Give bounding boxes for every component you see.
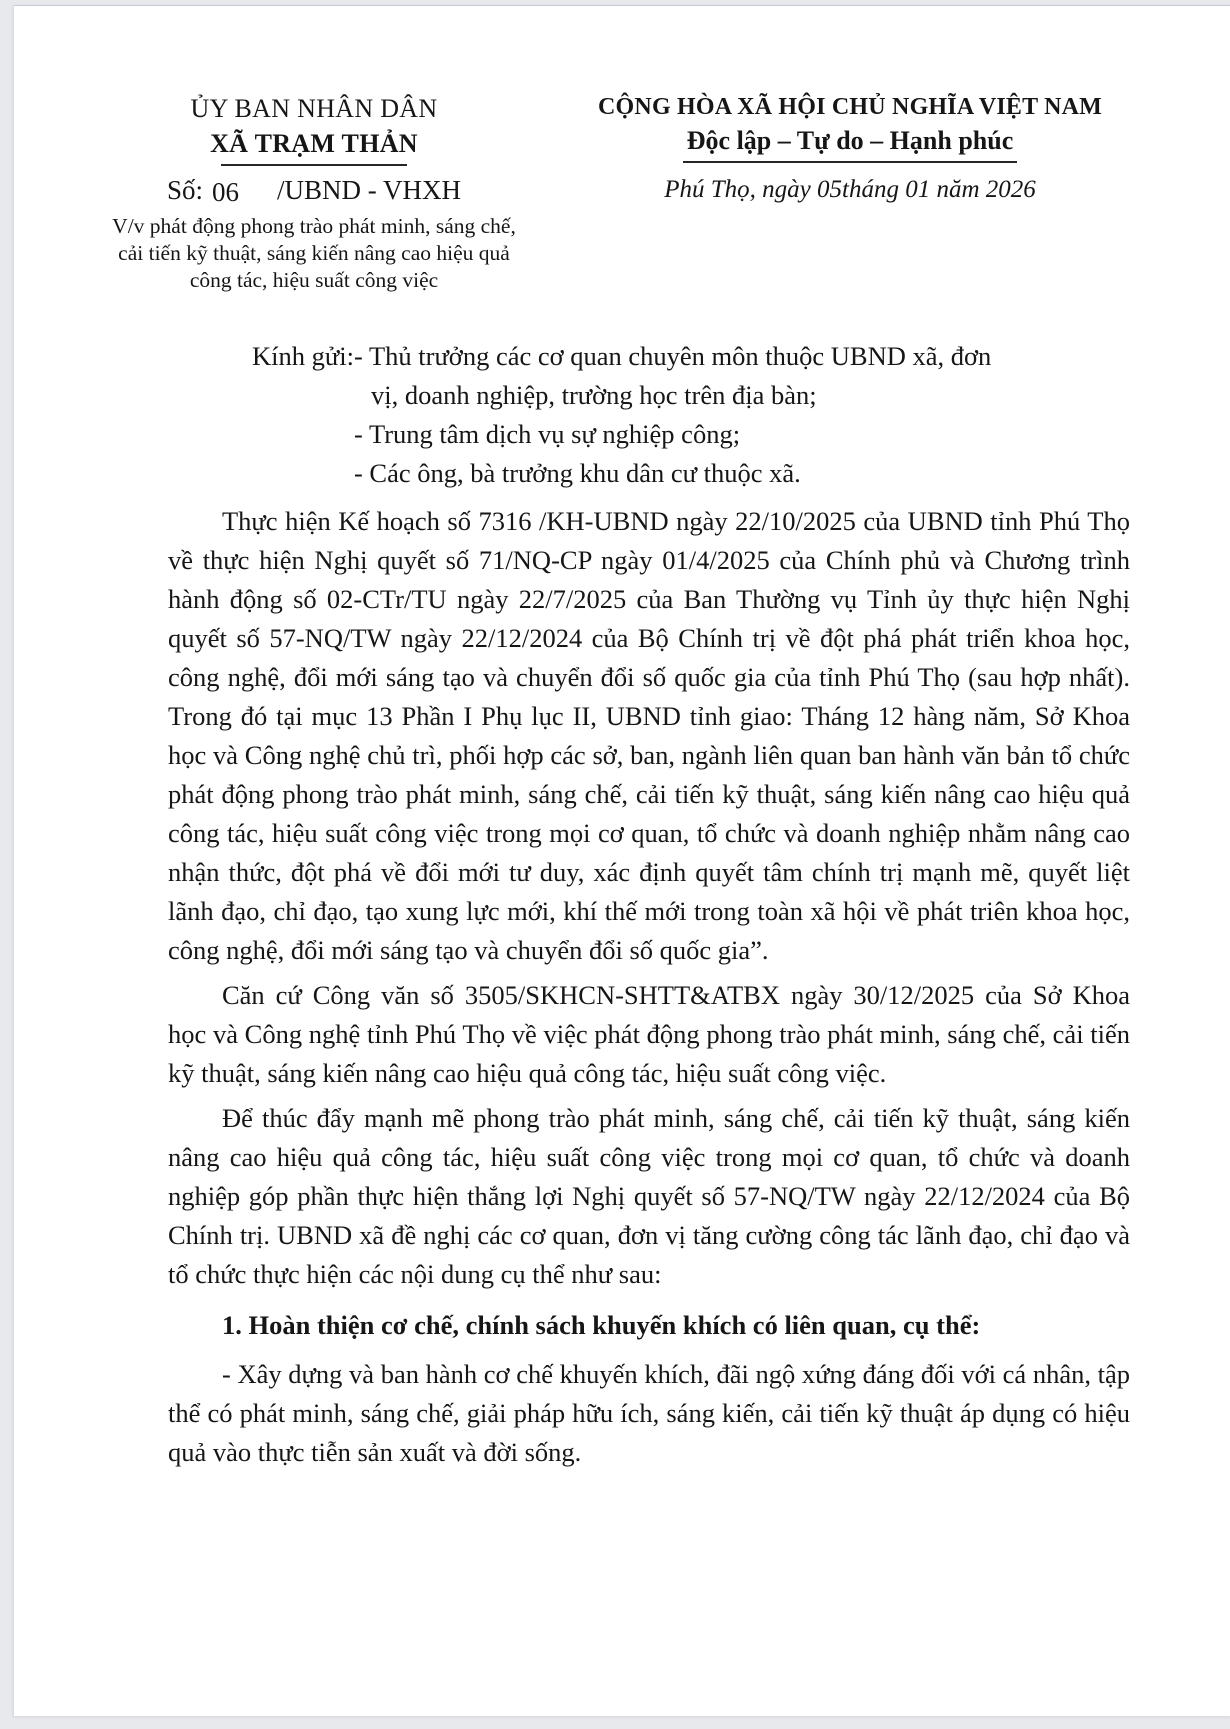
national-motto: Độc lập – Tự do – Hạnh phúc: [683, 126, 1018, 163]
section-heading-1: 1. Hoàn thiện cơ chế, chính sách khuyến khích có liên quan, cụ thể:: [222, 1310, 981, 1340]
recipients-list: [354, 337, 1016, 493]
national-header-block: [544, 94, 1156, 204]
recipient-item: - Thủ trưởng các cơ quan chuyên môn thuộc UBND xã, đơn vị, doanh nghiệp, trường học trên địa bàn;: [353, 341, 992, 410]
issuing-authority-parent: ỦY BAN NHÂN DÂN: [190, 94, 438, 123]
document-subject: V/v phát động phong trào phát minh, sáng chế, cải tiến kỹ thuật, sáng kiến nâng cao hiệu quả công tác, hiệu suất công việc: [112, 214, 516, 292]
recipient-item: - Các ông, bà trưởng khu dân cư thuộc xã.: [353, 458, 801, 488]
document-body: [168, 502, 1130, 1472]
body-paragraph-3: Để thúc đẩy mạnh mẽ phong trào phát minh, sáng chế, cải tiến kỹ thuật, sáng kiến nâng cao hiệu quả công tác, hiệu suất công việc trong mọi cơ quan, tổ chức và doanh nghiệp góp phần thực hiện thắng lợi Nghị quyết số 57-NQ/TW ngày 22/12/2024 của Bộ Chính trị. UBND xã đề nghị các cơ quan, đơn vị tăng cường công tác lãnh đạo, chỉ đạo và tổ chức thực hiện các nội dung cụ thể như sau:: [168, 1103, 1130, 1289]
place-date-line: Phú Thọ, ngày 05tháng 01 năm 2026: [664, 176, 1036, 203]
body-paragraph-4: - Xây dựng và ban hành cơ chế khuyến khích, đãi ngộ xứng đáng đối với cá nhân, tập thể có phát minh, sáng chế, giải pháp hữu ích, sáng kiến, cải tiến kỹ thuật áp dụng có hiệu quả vào thực tiễn sản xuất và đời sống.: [168, 1359, 1130, 1467]
recipient-item: - Trung tâm dịch vụ sự nghiệp công;: [353, 419, 741, 449]
document-number-line: [102, 175, 526, 206]
recipients-label: Kính gửi:: [252, 341, 354, 371]
recipients-block: [252, 337, 1016, 493]
body-paragraph-1: Thực hiện Kế hoạch số 7316 /KH-UBND ngày 22/10/2025 của UBND tỉnh Phú Thọ về thực hiện Nghị quyết số 71/NQ-CP ngày 01/4/2025 của Chính phủ và Chương trình hành động số 02-CTr/TU ngày 22/7/2025 của Ban Thường vụ Tỉnh ủy thực hiện Nghị quyết số 57-NQ/TW ngày 22/12/2024 của Bộ Chính trị về đột phá phát triển khoa học, công nghệ, đổi mới sáng tạo và chuyển đổi số quốc gia của tỉnh Phú Thọ (sau hợp nhất). Trong đó tại mục 13 Phần I Phụ lục II, UBND tỉnh giao: Tháng 12 hàng năm, Sở Khoa học và Công nghệ chủ trì, phối hợp các sở, ban, ngành liên quan ban hành văn bản tổ chức phát động phong trào phát minh, sáng chế, cải tiến kỹ thuật, sáng kiến nâng cao hiệu quả công tác, hiệu suất công việc trong mọi cơ quan, tổ chức và doanh nghiệp nhằm nâng cao nhận thức, đột phá về đổi mới tư duy, xác định quyết tâm chính trị mạnh mẽ, quyết liệt lãnh đạo, chỉ đạo, tạo xung lực mới, khí thế mới trong toàn xã hội về phát triên khoa học, công nghệ, đổi mới sáng tạo và chuyển đổi số quốc gia”.: [168, 506, 1130, 965]
document-number-suffix: /UBND - VHXH: [277, 175, 462, 205]
issuing-authority-block: [102, 94, 526, 294]
national-title: CỘNG HÒA XÃ HỘI CHỦ NGHĨA VIỆT NAM: [598, 94, 1102, 120]
document-number-label: Số:: [166, 175, 203, 205]
scanned-page: [13, 5, 1230, 1716]
authority-underline-rule: [221, 164, 407, 166]
issuing-authority-name: XÃ TRẠM THẢN: [210, 129, 418, 158]
body-paragraph-2: Căn cứ Công văn số 3505/SKHCN-SHTT&ATBX ngày 30/12/2025 của Sở Khoa học và Công nghệ tỉnh Phú Thọ về việc phát động phong trào phát minh, sáng chế, cải tiến kỹ thuật, sáng kiến nâng cao hiệu quả công tác, hiệu suất công việc.: [168, 980, 1130, 1088]
document-number-value: 06: [212, 177, 239, 207]
